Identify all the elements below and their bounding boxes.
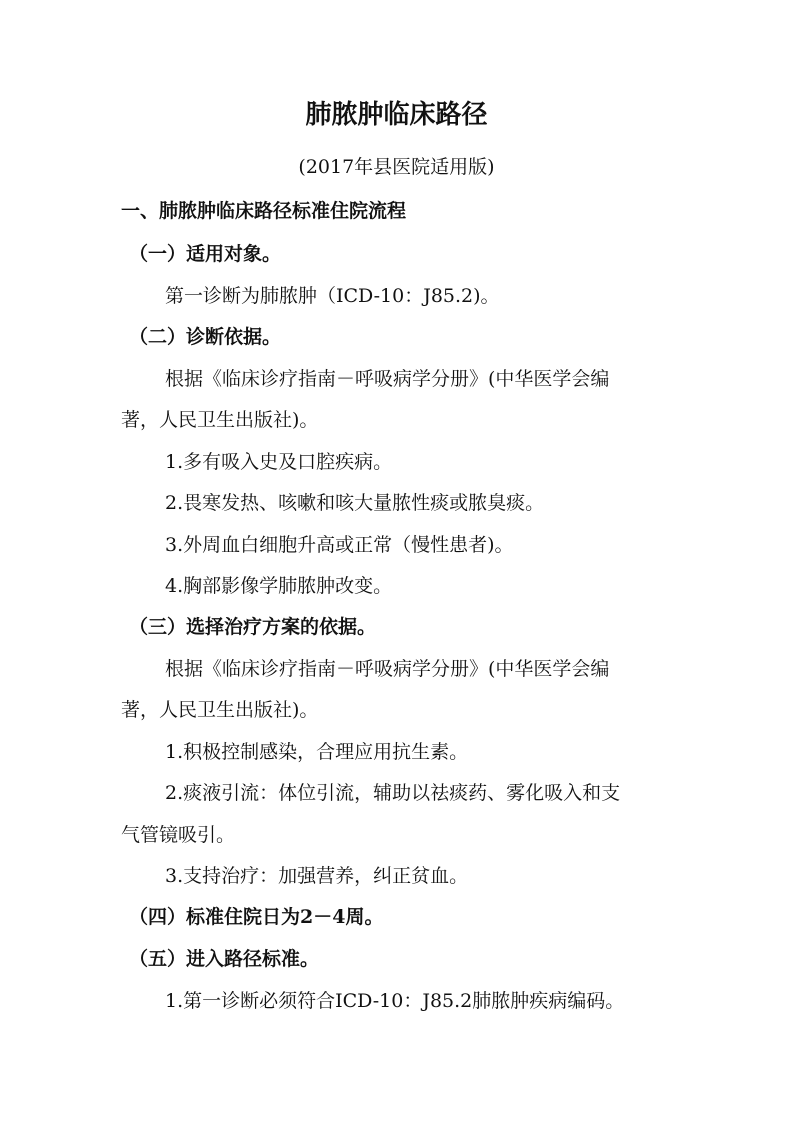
section-heading-1: 一、肺脓肿临床路径标准住院流程 <box>121 200 407 222</box>
subsection-heading-hospital-stay: （四）标准住院日为2－4周。 <box>129 906 384 928</box>
list-item-diagnosis-3: 3.外周血白细胞升高或正常（慢性患者)。 <box>165 534 514 556</box>
list-item-diagnosis-4: 4.胸部影像学肺脓肿改变。 <box>165 575 393 597</box>
list-item-treatment-2-line-1: 2.痰液引流：体位引流，辅助以祛痰药、雾化吸入和支 <box>165 782 621 804</box>
paragraph-reference-line-1: 根据《临床诊疗指南－呼吸病学分册》(中华医学会编 <box>165 368 610 390</box>
list-item-diagnosis-2: 2.畏寒发热、咳嗽和咳大量脓性痰或脓臭痰。 <box>165 492 545 514</box>
paragraph-reference-line-2-b: 著，人民卫生出版社)。 <box>121 699 319 721</box>
subsection-heading-applicable-scope: （一）适用对象。 <box>129 243 282 265</box>
list-item-treatment-2-line-2: 气管镜吸引。 <box>121 824 236 846</box>
list-item-diagnosis-1: 1.多有吸入史及口腔疾病。 <box>165 451 393 473</box>
list-item-treatment-3: 3.支持治疗：加强营养，纠正贫血。 <box>165 865 469 887</box>
paragraph-reference-line-2: 著，人民卫生出版社)。 <box>121 409 319 431</box>
paragraph-reference-line-1-b: 根据《临床诊疗指南－呼吸病学分册》(中华医学会编 <box>165 658 610 680</box>
subsection-heading-diagnostic-basis: （二）诊断依据。 <box>129 326 282 348</box>
subsection-heading-treatment-basis: （三）选择治疗方案的依据。 <box>129 616 377 638</box>
subsection-heading-pathway-entry: （五）进入路径标准。 <box>129 948 320 970</box>
document-subtitle: (2017年县医院适用版) <box>298 156 495 178</box>
list-item-treatment-1: 1.积极控制感染，合理应用抗生素。 <box>165 741 469 763</box>
paragraph-first-diagnosis: 第一诊断为肺脓肿（ICD-10：J85.2)。 <box>165 285 500 307</box>
list-item-entry-1: 1.第一诊断必须符合ICD-10：J85.2肺脓肿疾病编码。 <box>165 990 625 1012</box>
document-title: 肺脓肿临床路径 <box>305 100 488 130</box>
